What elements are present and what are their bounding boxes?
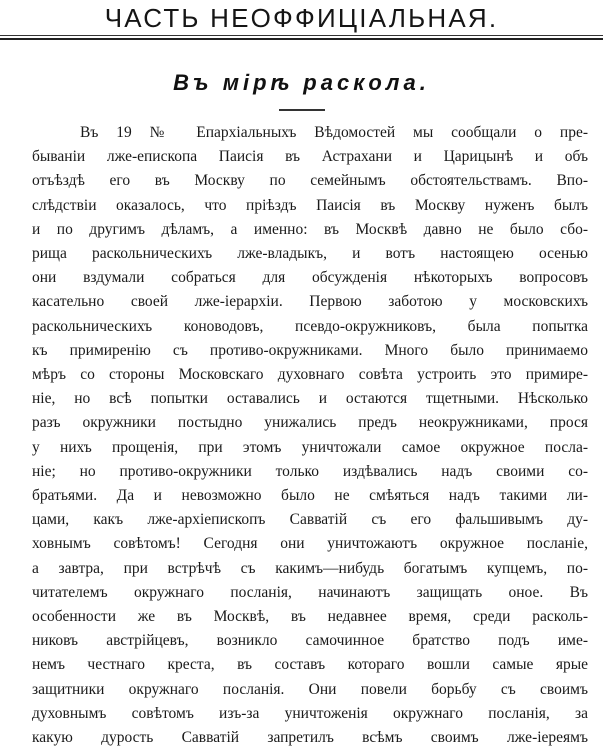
section-title: ЧАСТЬ НЕОФФИЦІАЛЬНАЯ.: [104, 3, 499, 33]
text-line-21: особенности же въ Москвѣ, въ недавнее время, среди расколь-: [32, 608, 588, 625]
text-line-16: братьями. Да и невозможно было не смѣяться надъ такими ли-: [32, 487, 588, 504]
text-line-10: къ примиренію съ противо-окружниками. Много было принимаемо: [32, 341, 588, 359]
text-line-3: отъѣздѣ его въ Москву по семейнымъ обстоятельствамъ. Впо-: [32, 172, 588, 190]
text-line-25: духовнымъ совѣтомъ изъ-за уничтоженія окружнаго посланія, за: [32, 704, 588, 722]
text-line-6: рища раскольническихъ лже-владыкъ, и вотъ настоящею осенью: [32, 245, 588, 262]
text-line-9: раскольническихъ коноводовъ, псевдо-окружниковъ, была попытка: [32, 317, 588, 335]
text-line-7: они вздумали собраться для обсужденія нѣкоторыхъ вопросовъ: [32, 269, 588, 287]
header-rule-thin: [0, 35, 603, 36]
article-title: Въ мірѣ раскола.: [173, 70, 430, 95]
text-line-17: цами, какъ лже-архіепископъ Савватій съ его фальшивымъ ду-: [32, 511, 588, 529]
text-line-15: ніе; но противо-окружники только издѣвались надъ своими со-: [32, 462, 588, 480]
text-line-5: и по другимъ дѣламъ, а именно: въ Москвѣ давно не было сбо-: [32, 220, 588, 238]
text-line-22: никовъ австрійцевъ, возникло самочинное братство подъ име-: [32, 632, 588, 650]
header-rule-thick: [0, 38, 603, 40]
section-header: [0, 0, 603, 40]
text-line-26: какую дурость Савватій запретилъ всѣмъ своимъ лже-іереямъ: [32, 729, 588, 746]
text-line-19: а завтра, при встрѣчѣ съ какимъ—нибудь богатымъ купцемъ, по-: [32, 559, 588, 577]
text-line-8: касательно своей лже-іерархіи. Первою заботою у московскихъ: [32, 293, 588, 311]
title-underline: [279, 109, 325, 111]
text-line-20: читателемъ окружнаго посланія, начинаютъ защищать оное. Въ: [32, 583, 588, 601]
text-line-24: защитники окружнаго посланія. Они повели борьбу съ своимъ: [32, 680, 588, 698]
text-line-2: бываніи лже-епископа Паисія въ Астрахани и Царицынѣ и объ: [32, 148, 588, 166]
text-line-23: немъ честнаго креста, въ составъ котораго вошли самые ярые: [32, 656, 588, 674]
text-line-4: слѣдствіи оказалось, что пріѣздъ Паисія въ Москву нуженъ былъ: [32, 196, 588, 214]
text-line-13: разъ окружники постыдно унижались предъ неокружниками, прося: [32, 414, 588, 432]
text-line-14: у нихъ прощенія, при этомъ уничтожали самое окружное посла-: [32, 438, 588, 456]
text-line-18: ховнымъ совѣтомъ! Сегодня они уничтожаютъ окружное посланіе,: [32, 535, 588, 553]
text-line-12: ніе, но всѣ попытки оставались и остаются тщетными. Нѣсколько: [32, 390, 588, 408]
text-line-1: Въ 19 № Епархіальныхъ Вѣдомостей мы сообщали о пре-: [80, 124, 588, 141]
text-line-11: мѣръ со стороны Московскаго духовнаго совѣта устроить это примире-: [32, 366, 588, 383]
